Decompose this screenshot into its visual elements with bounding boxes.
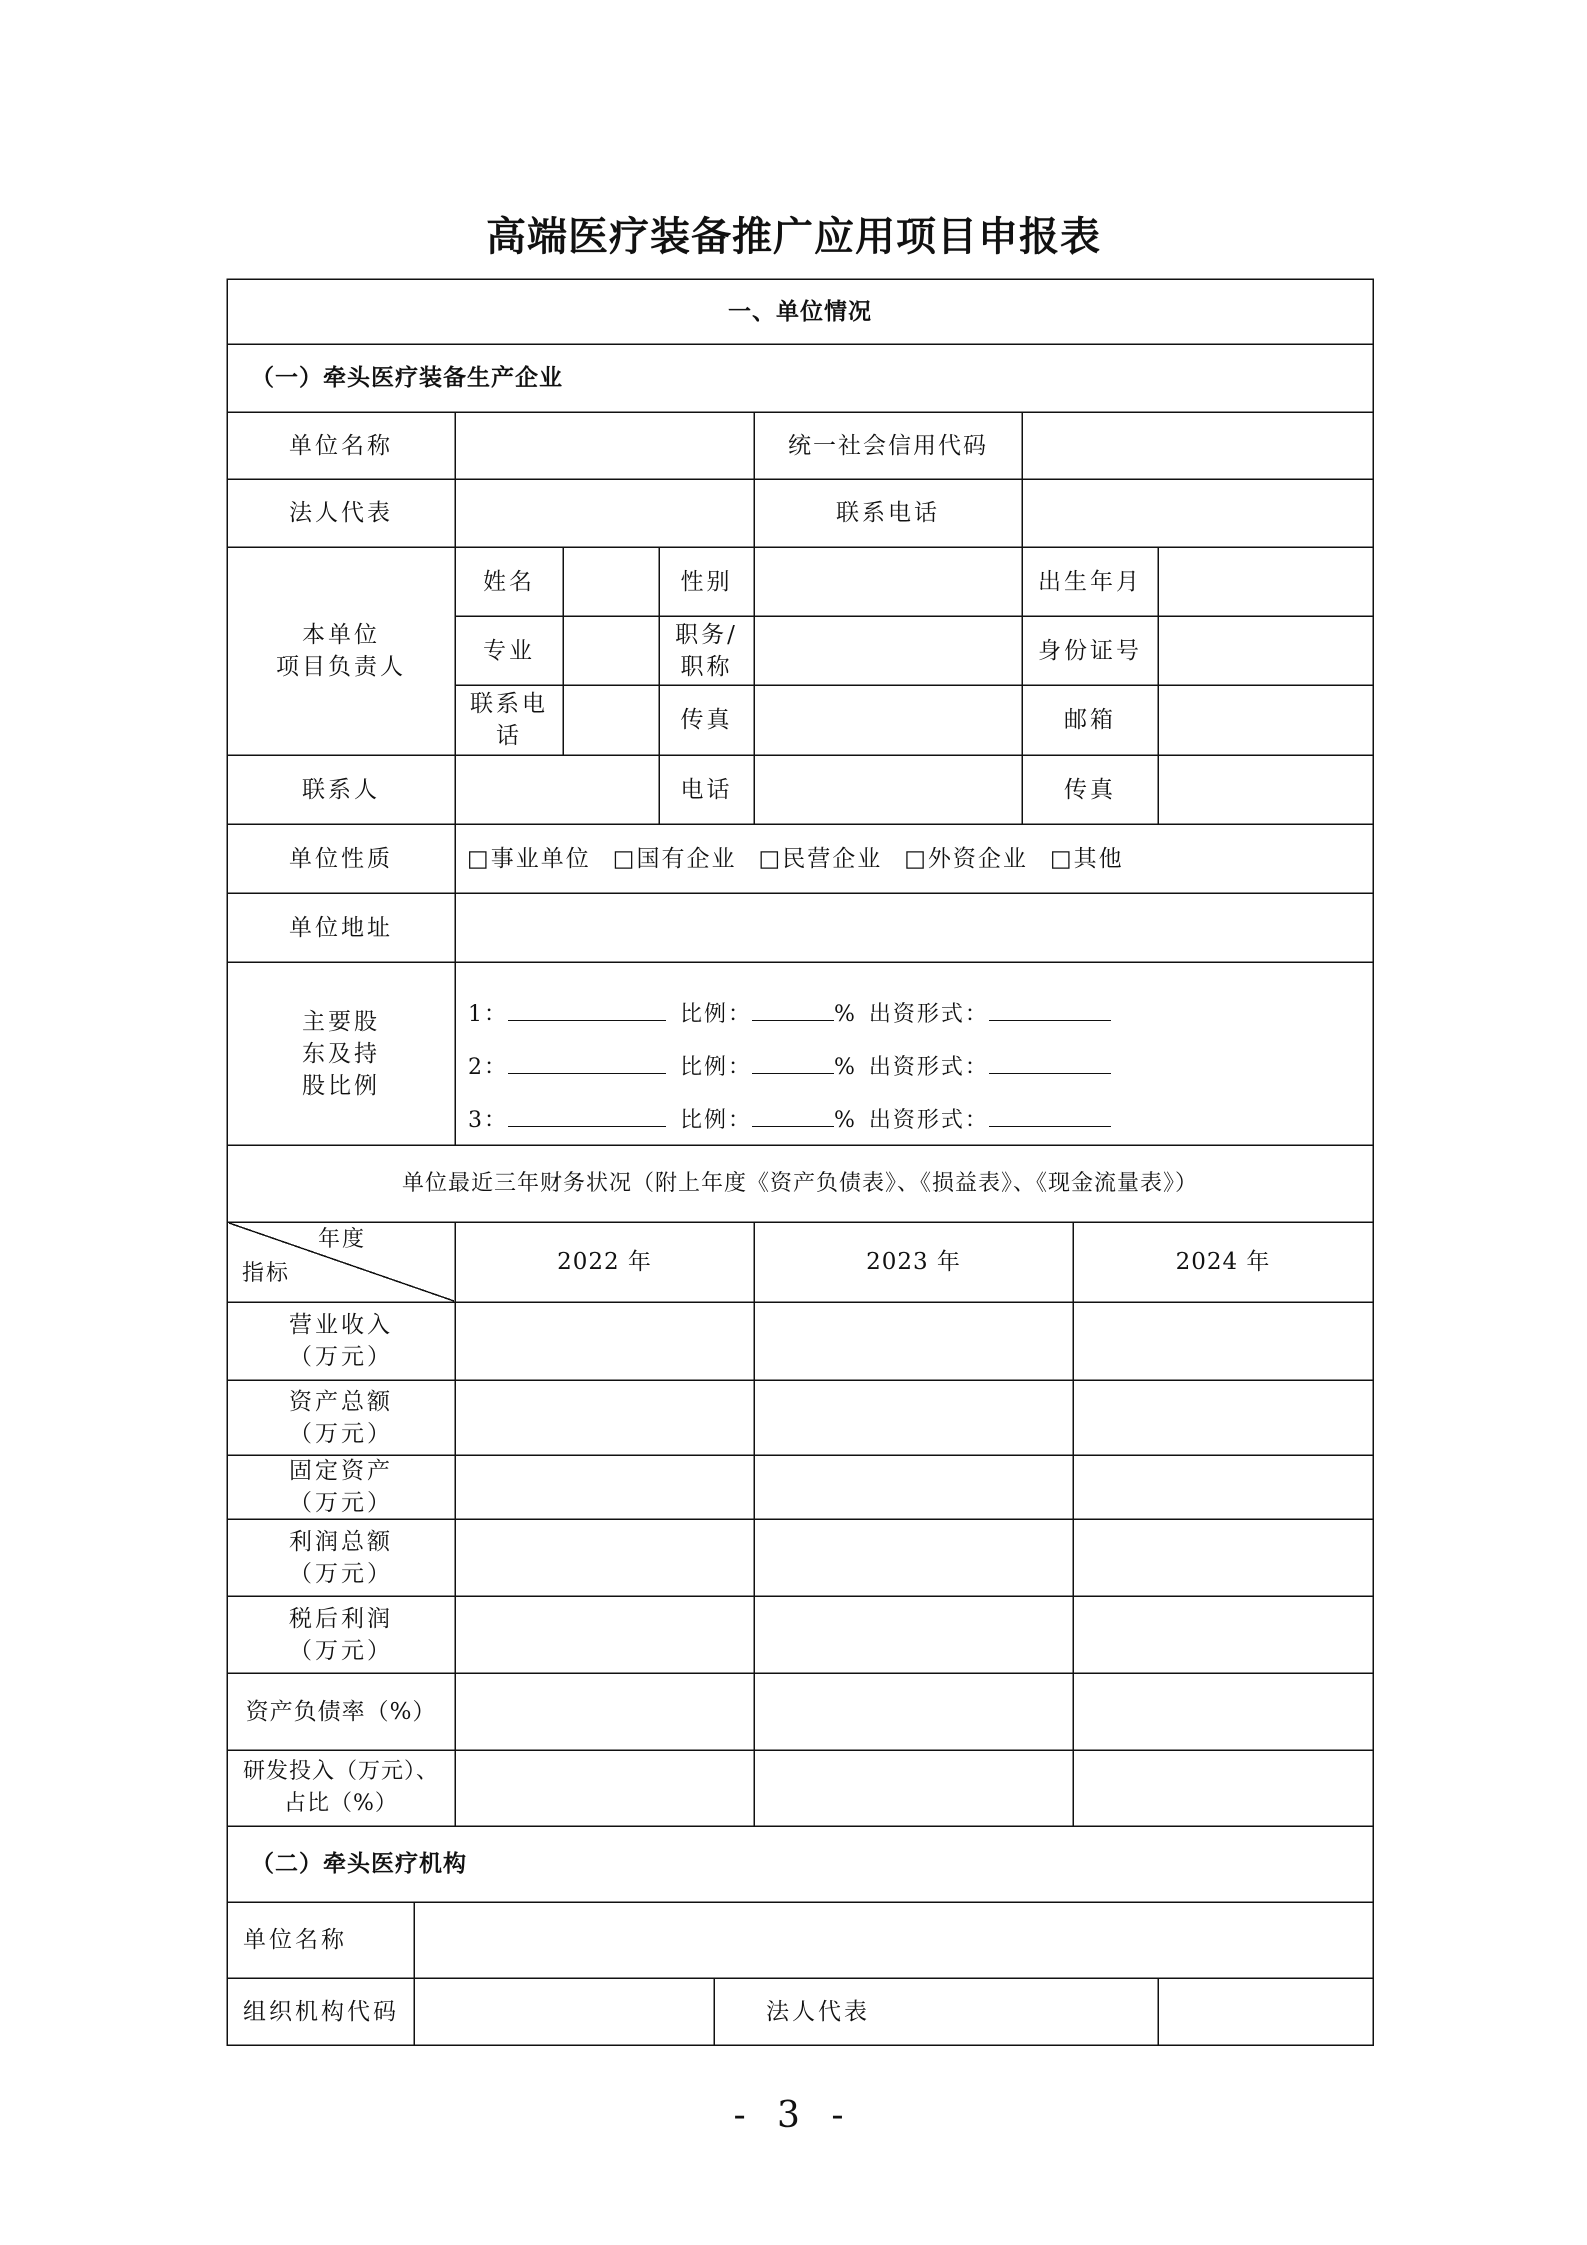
- shareholder-index: 3：: [468, 1108, 508, 1133]
- capital-form-blank[interactable]: [989, 1104, 1111, 1127]
- input-fax[interactable]: [754, 685, 1022, 755]
- label-fax2: 传真: [1064, 776, 1116, 803]
- capital-form-label: 出资形式：: [868, 1002, 989, 1027]
- input-birth[interactable]: [1158, 547, 1373, 616]
- ratio-label: 比例：: [680, 1055, 753, 1080]
- input-contact[interactable]: [455, 755, 659, 824]
- checkbox-other[interactable]: □其他: [1049, 845, 1124, 872]
- percent-sign: %: [834, 1002, 857, 1027]
- ratio-blank[interactable]: [752, 1104, 834, 1127]
- input-unit-name[interactable]: [455, 412, 754, 479]
- input-phone[interactable]: [1022, 479, 1373, 547]
- input-institution-legal-rep[interactable]: [1158, 1978, 1373, 2045]
- shareholder-name-blank[interactable]: [508, 1051, 666, 1074]
- capital-form-label: 出资形式：: [868, 1055, 989, 1080]
- page-number: - 3 -: [733, 2095, 854, 2136]
- unit-nature-options: [455, 824, 1373, 893]
- shareholder-row-1: [468, 997, 1111, 1028]
- shareholder-name-blank[interactable]: [508, 998, 666, 1021]
- year-header-2022: 2022 年: [557, 1249, 652, 1275]
- label-unit-nature: 单位性质: [289, 845, 393, 872]
- input-major[interactable]: [563, 616, 659, 685]
- label-fax: 传真: [680, 707, 733, 733]
- shareholder-index: 2：: [468, 1055, 508, 1080]
- label-institution-legal-rep: 法人代表: [766, 1998, 870, 2025]
- finance-caption: 单位最近三年财务状况（附上年度《资产负债表》、《损益表》、《现金流量表》）: [401, 1170, 1198, 1196]
- capital-form-blank[interactable]: [989, 1051, 1111, 1074]
- corner-label-year: 年度: [318, 1227, 367, 1252]
- label-org-code: 组织机构代码: [243, 1998, 399, 2025]
- label-birth: 出生年月: [1038, 568, 1142, 595]
- label-tel: 电话: [680, 776, 733, 803]
- label-position: 职务/ 职称: [675, 621, 738, 680]
- page-title: 高端医疗装备推广应用项目申报表: [486, 214, 1101, 260]
- year-header-2023: 2023 年: [866, 1249, 961, 1275]
- label-legal-rep: 法人代表: [289, 500, 393, 526]
- ratio-blank[interactable]: [752, 1051, 834, 1074]
- input-org-code[interactable]: [414, 1978, 714, 2045]
- corner-label-indicator: 指标: [242, 1261, 291, 1286]
- input-credit-code[interactable]: [1022, 412, 1373, 479]
- label-name: 姓名: [483, 568, 535, 595]
- ratio-label: 比例：: [680, 1108, 753, 1133]
- input-unit-address[interactable]: [455, 893, 1373, 962]
- shareholder-row-3: [468, 1103, 1111, 1134]
- input-institution-name[interactable]: [414, 1902, 1373, 1978]
- label-unit-name: 单位名称: [289, 432, 393, 459]
- input-email[interactable]: [1158, 685, 1373, 755]
- input-fax2[interactable]: [1158, 755, 1373, 824]
- input-tel[interactable]: [754, 755, 1022, 824]
- indicator-rd-investment: 研发投入（万元）、 占比（%）: [242, 1759, 439, 1816]
- input-id-number[interactable]: [1158, 616, 1373, 685]
- checkbox-foreign[interactable]: □外资企业: [904, 845, 1028, 872]
- ratio-blank[interactable]: [752, 998, 834, 1021]
- input-legal-rep[interactable]: [455, 479, 754, 547]
- subsection-title-medical-institution: （二）牵头医疗机构: [251, 1851, 467, 1877]
- checkbox-private[interactable]: □民营企业: [758, 845, 883, 872]
- indicator-total-profit: 利润总额 （万元）: [289, 1528, 393, 1587]
- label-leader-phone: 联系电 话: [470, 691, 548, 749]
- indicator-revenue: 营业收入 （万元）: [289, 1312, 393, 1370]
- checkbox-public-institution[interactable]: □事业单位: [467, 845, 591, 872]
- input-position[interactable]: [754, 616, 1022, 685]
- percent-sign: %: [834, 1055, 857, 1080]
- label-id-number: 身份证号: [1038, 637, 1142, 664]
- indicator-total-assets: 资产总额 （万元）: [289, 1388, 393, 1447]
- subsection-title-manufacturer: （一）牵头医疗装备生产企业: [251, 365, 563, 391]
- label-major: 专业: [483, 637, 535, 664]
- ratio-label: 比例：: [680, 1002, 753, 1027]
- label-gender: 性别: [680, 568, 733, 595]
- shareholder-row-2: [468, 1050, 1111, 1081]
- input-name[interactable]: [563, 547, 659, 616]
- input-leader-phone[interactable]: [563, 685, 659, 755]
- shareholder-name-blank[interactable]: [508, 1104, 666, 1127]
- indicator-net-profit: 税后利润 （万元）: [289, 1605, 393, 1664]
- label-institution-name: 单位名称: [243, 1927, 347, 1953]
- section-header-unit-info: 一、单位情况: [728, 298, 872, 325]
- label-shareholders: 主要股 东及持 股比例: [302, 1008, 380, 1099]
- capital-form-blank[interactable]: [989, 998, 1111, 1021]
- year-header-2024: 2024 年: [1175, 1249, 1271, 1275]
- label-credit-code: 统一社会信用代码: [788, 432, 988, 459]
- indicator-debt-ratio: 资产负债率（%）: [245, 1698, 437, 1725]
- label-contact: 联系人: [302, 776, 380, 803]
- indicator-fixed-assets: 固定资产 （万元）: [289, 1458, 393, 1516]
- label-email: 邮箱: [1064, 707, 1116, 733]
- checkbox-state-owned[interactable]: □国有企业: [612, 845, 737, 872]
- label-unit-address: 单位地址: [289, 914, 393, 941]
- capital-form-label: 出资形式：: [868, 1108, 989, 1133]
- shareholder-index: 1：: [468, 1002, 508, 1027]
- label-project-leader: 本单位 项目负责人: [276, 622, 406, 680]
- input-gender[interactable]: [754, 547, 1022, 616]
- label-phone: 联系电话: [836, 500, 940, 526]
- percent-sign: %: [834, 1108, 857, 1133]
